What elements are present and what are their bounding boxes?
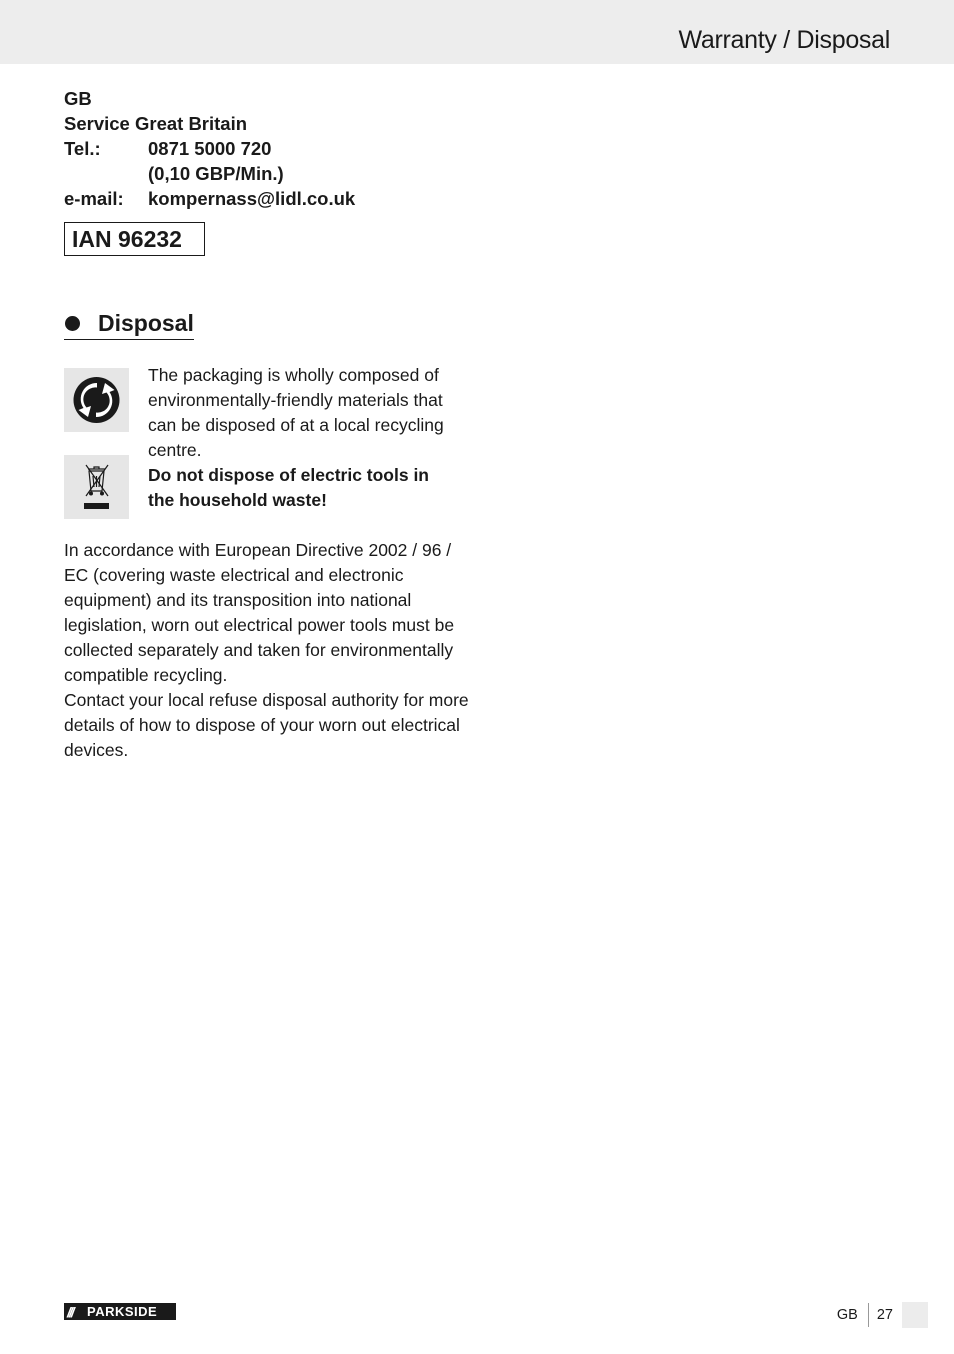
tel-rate: (0,10 GBP/Min.)	[148, 163, 284, 184]
email-label: e-mail:	[64, 188, 124, 209]
disposal-heading	[64, 309, 194, 340]
directive-paragraph: In accordance with European Directive 2002 / 96 / EC (covering waste electrical and electronic equipment) and its transposition into national legislation, worn out electrical power tools must be collected separately and taken for environmentally compatible recycling.	[64, 540, 455, 685]
packaging-text: The packaging is wholly composed of environmentally-friendly materials that can be disposed of at a local recycling centre.	[148, 365, 444, 460]
contact-paragraph: Contact your local refuse disposal authority for more details of how to dispose of your worn out electrical devices.	[64, 690, 469, 760]
service-tel-row	[64, 136, 355, 161]
service-country: GB	[64, 88, 92, 109]
bullet-icon	[65, 316, 80, 331]
service-email-row	[64, 186, 355, 211]
footer-language: GB	[836, 1307, 858, 1323]
page-title: Warranty / Disposal	[678, 26, 890, 54]
ian-number-box: IAN 96232	[64, 222, 205, 256]
footer-marker-box	[902, 1302, 928, 1328]
green-dot-recycling-icon	[64, 368, 129, 432]
service-name: Service Great Britain	[64, 113, 248, 134]
warning-text: Do not dispose of electric tools in the household waste!	[148, 465, 429, 510]
page-number: 27	[876, 1307, 893, 1323]
crossed-out-wheelie-bin-icon	[64, 455, 129, 519]
service-rate-row	[64, 161, 355, 186]
service-contact-block	[64, 86, 355, 211]
tel-value: 0871 5000 720	[148, 138, 272, 159]
logo-slashes-icon: ///	[67, 1303, 73, 1320]
tel-label: Tel.:	[64, 138, 101, 159]
page-footer	[837, 1302, 928, 1328]
email-value: kompernass@lidl.co.uk	[148, 188, 356, 209]
logo-brand-text: PARKSIDE	[87, 1304, 158, 1319]
disposal-title: Disposal	[98, 310, 194, 336]
parkside-logo	[64, 1303, 176, 1320]
